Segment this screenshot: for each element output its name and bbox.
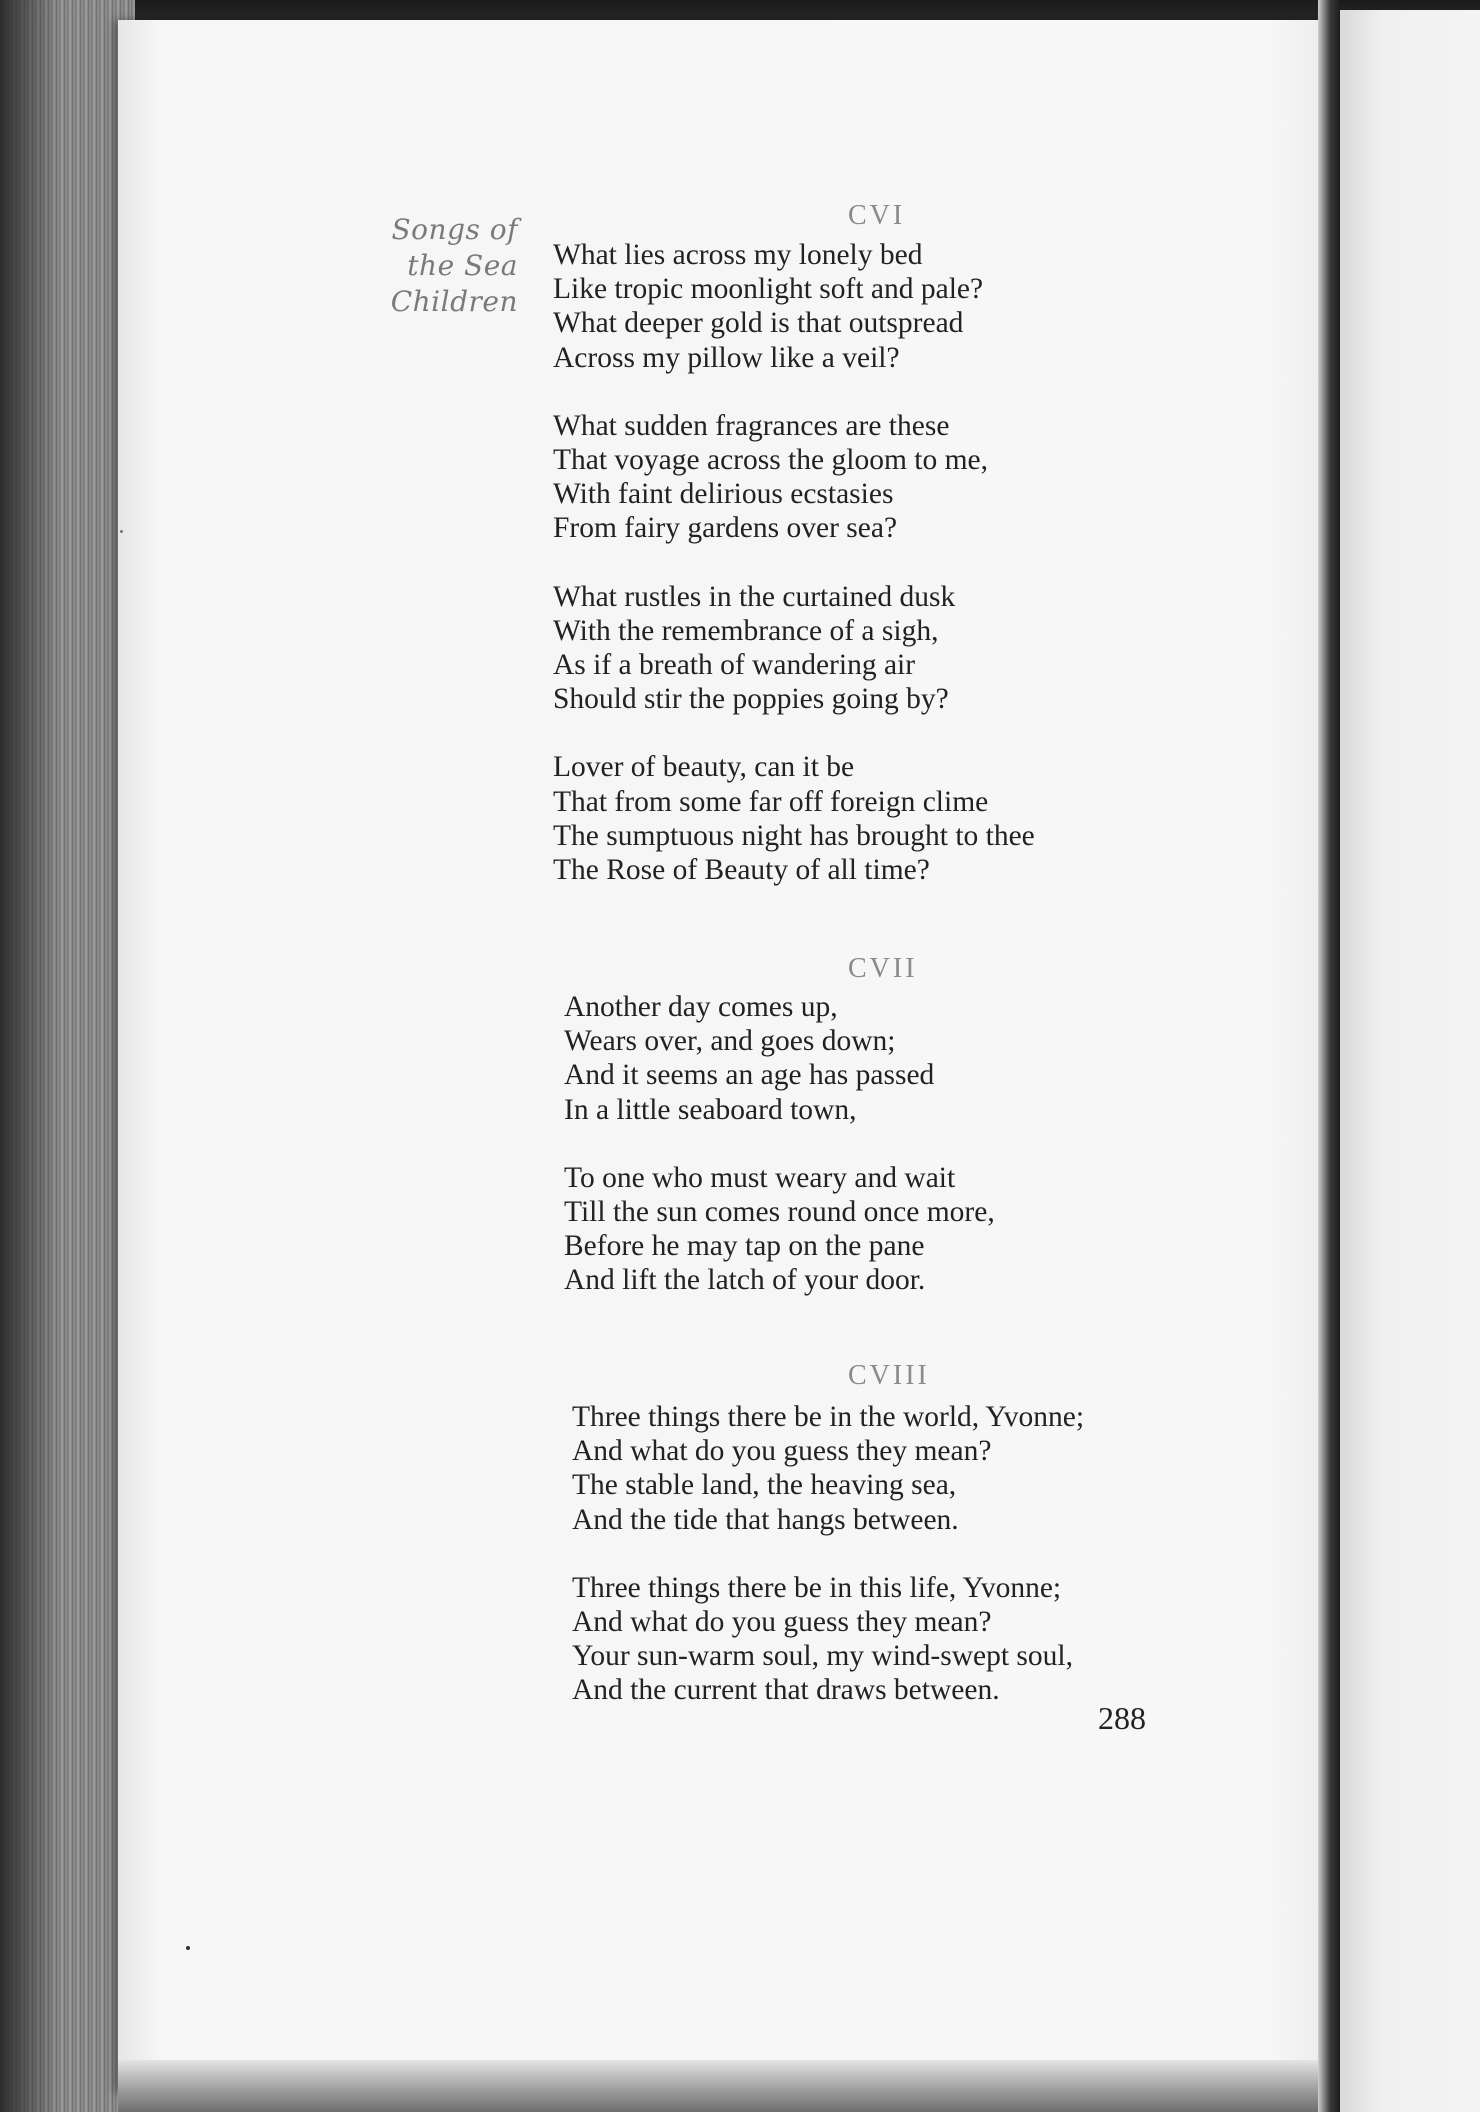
poem-line: Lover of beauty, can it be bbox=[553, 751, 855, 784]
stanza bbox=[553, 409, 1035, 546]
poem-cvi bbox=[553, 238, 1035, 887]
poem-line: Three things there be in the world, Yvonne; bbox=[572, 1401, 1085, 1433]
poem-line: With the remembrance of a sigh, bbox=[553, 614, 939, 647]
poem-line: Your sun-warm soul, my wind-swept soul, bbox=[572, 1640, 1073, 1673]
stanza bbox=[553, 580, 1035, 717]
poem-line: The Rose of Beauty of all time? bbox=[553, 854, 930, 887]
poem-line: Like tropic moonlight soft and pale? bbox=[553, 273, 984, 306]
poem-line: What sudden fragrances are these bbox=[553, 409, 950, 442]
facing-page bbox=[1340, 10, 1480, 2112]
poem-line: Another day comes up, bbox=[564, 991, 838, 1023]
poem-numeral: CVIII bbox=[848, 1360, 930, 1391]
stanza bbox=[572, 1571, 1084, 1708]
poem-line: To one who must weary and wait bbox=[564, 1161, 956, 1194]
poem-numeral: CVII bbox=[848, 953, 918, 984]
page-number: 288 bbox=[1098, 1700, 1146, 1736]
stanza bbox=[564, 1161, 995, 1298]
paper-speck bbox=[120, 530, 123, 533]
stanza bbox=[553, 750, 1035, 887]
running-head-line: the Sea bbox=[407, 249, 518, 282]
poem-line: The stable land, the heaving sea, bbox=[572, 1469, 957, 1502]
poem-line: And what do you guess they mean? bbox=[572, 1435, 992, 1468]
poem-line: The sumptuous night has brought to thee bbox=[553, 819, 1035, 852]
poem-line: In a little seaboard town, bbox=[564, 1093, 857, 1126]
poem-line: Till the sun comes round once more, bbox=[564, 1196, 995, 1229]
poem-line: And the tide that hangs between. bbox=[572, 1503, 959, 1536]
poem-line: What deeper gold is that outspread bbox=[553, 307, 964, 340]
poem-line: What rustles in the curtained dusk bbox=[553, 580, 956, 613]
poem-line: Three things there be in this life, Yvonne; bbox=[572, 1571, 1062, 1604]
poem-cvii bbox=[564, 990, 995, 1298]
poem-line: That voyage across the gloom to me, bbox=[553, 444, 989, 477]
poem-line: And it seems an age has passed bbox=[564, 1059, 935, 1092]
book-gutter bbox=[1318, 0, 1340, 2112]
poem-line: That from some far off foreign clime bbox=[553, 785, 989, 818]
poem-line: And what do you guess they mean? bbox=[572, 1606, 992, 1639]
poem-line: Wears over, and goes down; bbox=[564, 1025, 896, 1058]
poem-numeral: CVI bbox=[848, 200, 906, 231]
paper-speck bbox=[186, 1946, 190, 1950]
running-head-line: Songs of bbox=[391, 213, 518, 246]
running-head bbox=[358, 212, 518, 320]
poem-line: Should stir the poppies going by? bbox=[553, 683, 949, 716]
poem-line: And the current that draws between. bbox=[572, 1674, 1000, 1707]
page-bottom-edge bbox=[118, 2060, 1330, 2112]
poem-cviii bbox=[572, 1400, 1084, 1708]
poem-line: Across my pillow like a veil? bbox=[553, 341, 900, 374]
stanza bbox=[572, 1400, 1084, 1537]
poem-line: As if a breath of wandering air bbox=[553, 649, 916, 682]
poem-line: From fairy gardens over sea? bbox=[553, 512, 898, 545]
poem-line: And lift the latch of your door. bbox=[564, 1264, 926, 1297]
poem-line: With faint delirious ecstasies bbox=[553, 478, 894, 511]
page-stack-shadow bbox=[0, 0, 60, 2112]
poem-line: Before he may tap on the pane bbox=[564, 1230, 925, 1263]
stanza bbox=[564, 990, 995, 1127]
poem-line: What lies across my lonely bed bbox=[553, 239, 923, 271]
stanza bbox=[553, 238, 1035, 375]
running-head-line: Children bbox=[390, 285, 518, 318]
